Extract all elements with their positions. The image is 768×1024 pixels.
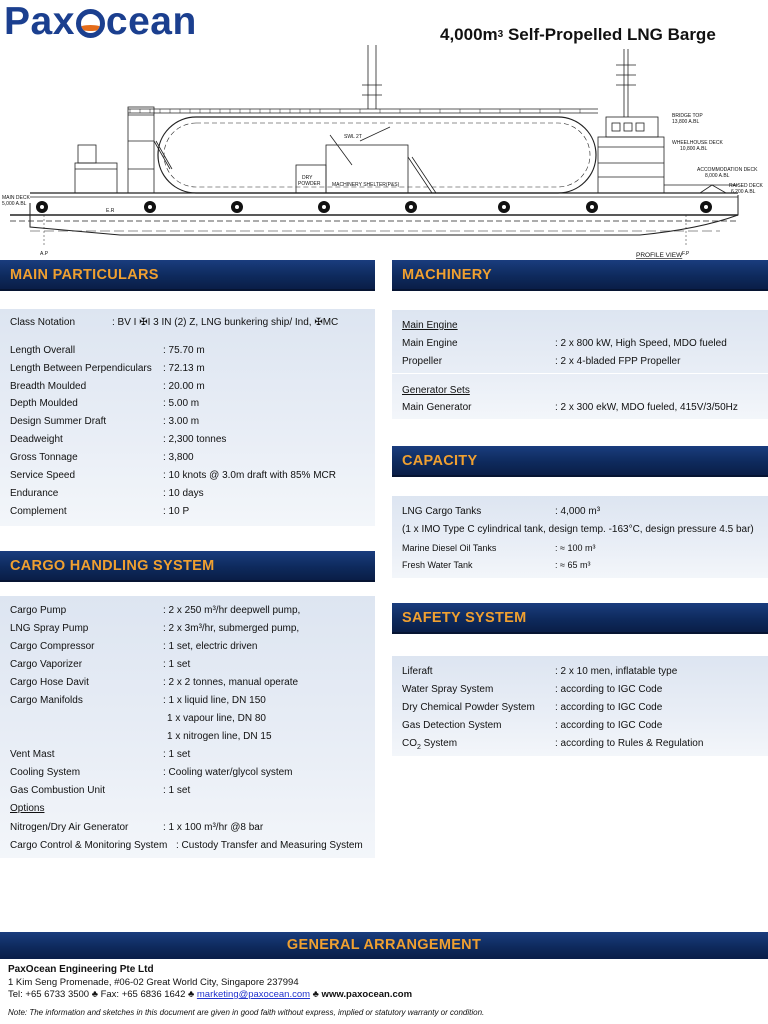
class-notation-value: : BV I ✠I 3 IN (2) Z, LNG bunkering ship/ Ind, ✠MC xyxy=(112,317,339,328)
cargo-value: : 2 x 3m³/hr, submerged pump, xyxy=(163,623,300,634)
class-notation-label: Class Notation xyxy=(10,317,76,328)
spec-label: Breadth Moulded xyxy=(10,381,87,392)
svg-text:8,000 A.BL: 8,000 A.BL xyxy=(705,173,730,179)
svg-text:E.R: E.R xyxy=(106,208,115,214)
spec-value: : 75.70 m xyxy=(163,345,205,356)
cargo-value: : Cooling water/glycol system xyxy=(163,767,293,778)
spec-value: : 2,300 tonnes xyxy=(163,434,227,445)
capacity-value: : 4,000 m³ xyxy=(555,506,601,517)
spec-label: Deadweight xyxy=(10,434,63,445)
svg-text:6,200 A.BL: 6,200 A.BL xyxy=(731,189,756,195)
safety-label: Dry Chemical Powder System xyxy=(402,702,535,713)
svg-text:10,800 A.BL: 10,800 A.BL xyxy=(680,146,708,152)
machinery-label: Main Engine xyxy=(402,338,458,349)
cargo-label: Cargo Control & Monitoring System xyxy=(10,840,168,851)
capacity-label: Marine Diesel Oil Tanks xyxy=(402,543,497,553)
generator-heading-text: Generator Sets xyxy=(402,385,470,396)
cargo-label: Cargo Pump xyxy=(10,605,67,616)
capacity-label: LNG Cargo Tanks xyxy=(402,506,482,517)
company-logo xyxy=(4,2,197,42)
spec-label: Endurance xyxy=(10,488,59,499)
spec-value: : 10 P xyxy=(163,506,190,517)
logo-globe-icon xyxy=(76,9,105,38)
spec-value: : 10 days xyxy=(163,488,204,499)
profile-view-label: PROFILE VIEW xyxy=(636,252,683,259)
svg-text:A.P: A.P xyxy=(40,251,49,257)
cargo-label: Nitrogen/Dry Air Generator xyxy=(10,822,129,833)
safety-label: Water Spray System xyxy=(402,684,494,695)
spec-label: Length Between Perpendiculars xyxy=(10,363,152,374)
spec-value: : 3.00 m xyxy=(163,416,200,427)
cargo-label: Cargo Vaporizer xyxy=(10,659,83,670)
cargo-value: 1 x vapour line, DN 80 xyxy=(167,713,266,724)
cargo-value: : Custody Transfer and Measuring System xyxy=(176,840,363,851)
svg-text:F.P: F.P xyxy=(682,251,690,257)
spec-label: Complement xyxy=(10,506,67,517)
ship-profile-drawing xyxy=(0,45,768,260)
spec-value: : 10 knots @ 3.0m draft with 85% MCR xyxy=(163,470,336,481)
cargo-label: Vent Mast xyxy=(10,749,55,760)
machinery-value: : 2 x 4-bladed FPP Propeller xyxy=(555,356,681,367)
footer-disclaimer: Note: The information and sketches in this document are given in good faith without express, implied or statutory warranty or condition. xyxy=(8,1008,485,1017)
spec-value: : 3,800 xyxy=(163,452,194,463)
machinery-header: MACHINERY xyxy=(392,260,768,291)
cargo-label: LNG Spray Pump xyxy=(10,623,89,634)
footer-company: PaxOcean Engineering Pte Ltd xyxy=(8,964,154,975)
svg-text:MAIN DECK: MAIN DECK xyxy=(2,195,30,201)
svg-text:ACCOMMODATION DECK: ACCOMMODATION DECK xyxy=(697,167,758,173)
general-arrangement-header: GENERAL ARRANGEMENT xyxy=(0,932,768,959)
cargo-value: : 1 set xyxy=(163,785,191,796)
svg-text:SWL 2T: SWL 2T xyxy=(344,134,362,140)
capacity-value: : ≈ 100 m³ xyxy=(555,543,596,553)
capacity-note-text: (1 x IMO Type C cylindrical tank, design temp. -163°C, design pressure 4.5 bar) xyxy=(402,524,754,535)
safety-header: SAFETY SYSTEM xyxy=(392,603,768,634)
co2-label: $CO_2$ System xyxy=(402,738,458,751)
spec-value: : 5.00 m xyxy=(163,398,200,409)
machinery-label: Main Generator xyxy=(402,402,472,413)
cargo-label: Cargo Compressor xyxy=(10,641,95,652)
cargo-value: : 1 x liquid line, DN 150 xyxy=(163,695,266,706)
footer-contact xyxy=(8,989,412,1001)
cargo-value: : 1 set, electric driven xyxy=(163,641,258,652)
svg-text:POWDER: POWDER xyxy=(298,181,321,187)
spec-label: Service Speed xyxy=(10,470,76,481)
capacity-header: CAPACITY xyxy=(392,446,768,477)
machinery-value: : 2 x 300 ekW, MDO fueled, 415V/3/50Hz xyxy=(555,402,738,413)
safety-value: : according to IGC Code xyxy=(555,720,663,731)
machinery-value: : 2 x 800 kW, High Speed, MDO fueled xyxy=(555,338,727,349)
page-title: $4,000m^3$ Self-Propelled LNG Barge xyxy=(440,25,716,44)
cargo-value: : 1 set xyxy=(163,659,191,670)
logo-text-cean: cean xyxy=(105,0,197,43)
machinery-separator xyxy=(392,373,768,374)
safety-value: : according to Rules & Regulation xyxy=(555,738,704,749)
spec-label: Length Overall xyxy=(10,345,76,356)
cargo-label: Cooling System xyxy=(10,767,81,778)
cargo-handling-panel xyxy=(0,596,375,858)
safety-value: : according to IGC Code xyxy=(555,702,663,713)
cargo-value: : 2 x 2 tonnes, manual operate xyxy=(163,677,299,688)
safety-label: Liferaft xyxy=(402,666,433,677)
svg-text:MACHINERY SHELTER(P&S): MACHINERY SHELTER(P&S) xyxy=(332,182,400,188)
cargo-value: : 1 x 100 m³/hr @8 bar xyxy=(163,822,264,833)
svg-text:RAISED DECK: RAISED DECK xyxy=(729,183,763,189)
svg-text:DRY: DRY xyxy=(302,175,313,181)
svg-text:WHEELHOUSE DECK: WHEELHOUSE DECK xyxy=(672,140,723,146)
svg-text:5,000 A.BL: 5,000 A.BL xyxy=(2,201,27,207)
spec-label: Gross Tonnage xyxy=(10,452,78,463)
safety-value: : 2 x 10 men, inflatable type xyxy=(555,666,678,677)
cargo-label: Gas Combustion Unit xyxy=(10,785,106,796)
capacity-value: : ≈ 65 m³ xyxy=(555,560,591,570)
main-engine-heading-text: Main Engine xyxy=(402,320,458,331)
footer-address: 1 Kim Seng Promenade, #06-02 Great World City, Singapore 237994 xyxy=(8,977,299,988)
main-particulars-header: MAIN PARTICULARS xyxy=(0,260,375,291)
safety-value: : according to IGC Code xyxy=(555,684,663,695)
cargo-label: Cargo Manifolds xyxy=(10,695,83,706)
cargo-value: : 1 set xyxy=(163,749,191,760)
machinery-label: Propeller xyxy=(402,356,443,367)
cargo-label: Cargo Hose Davit xyxy=(10,677,89,688)
spec-label: Depth Moulded xyxy=(10,398,78,409)
spec-value: : 72.13 m xyxy=(163,363,205,374)
cargo-handling-header: CARGO HANDLING SYSTEM xyxy=(0,551,375,582)
logo-text-pax: Pax xyxy=(4,0,75,43)
svg-text:BRIDGE TOP: BRIDGE TOP xyxy=(672,113,703,119)
cargo-value: : 2 x 250 m³/hr deepwell pump, xyxy=(163,605,301,616)
cargo-value: 1 x nitrogen line, DN 15 xyxy=(167,731,272,742)
spec-label: Design Summer Draft xyxy=(10,416,107,427)
footer-phone-fax: Tel: +65 6733 3500 ♣ Fax: +65 6836 1642 ♣ xyxy=(8,989,197,1000)
options-label: Options xyxy=(10,803,45,814)
capacity-label: Fresh Water Tank xyxy=(402,560,473,570)
safety-label: Gas Detection System xyxy=(402,720,502,731)
email-link[interactable]: marketing@paxocean.com xyxy=(196,989,311,1000)
svg-text:13,800 A.BL: 13,800 A.BL xyxy=(672,119,700,125)
footer-website: ♣ www.paxocean.com xyxy=(310,989,413,1000)
spec-value: : 20.00 m xyxy=(163,381,205,392)
